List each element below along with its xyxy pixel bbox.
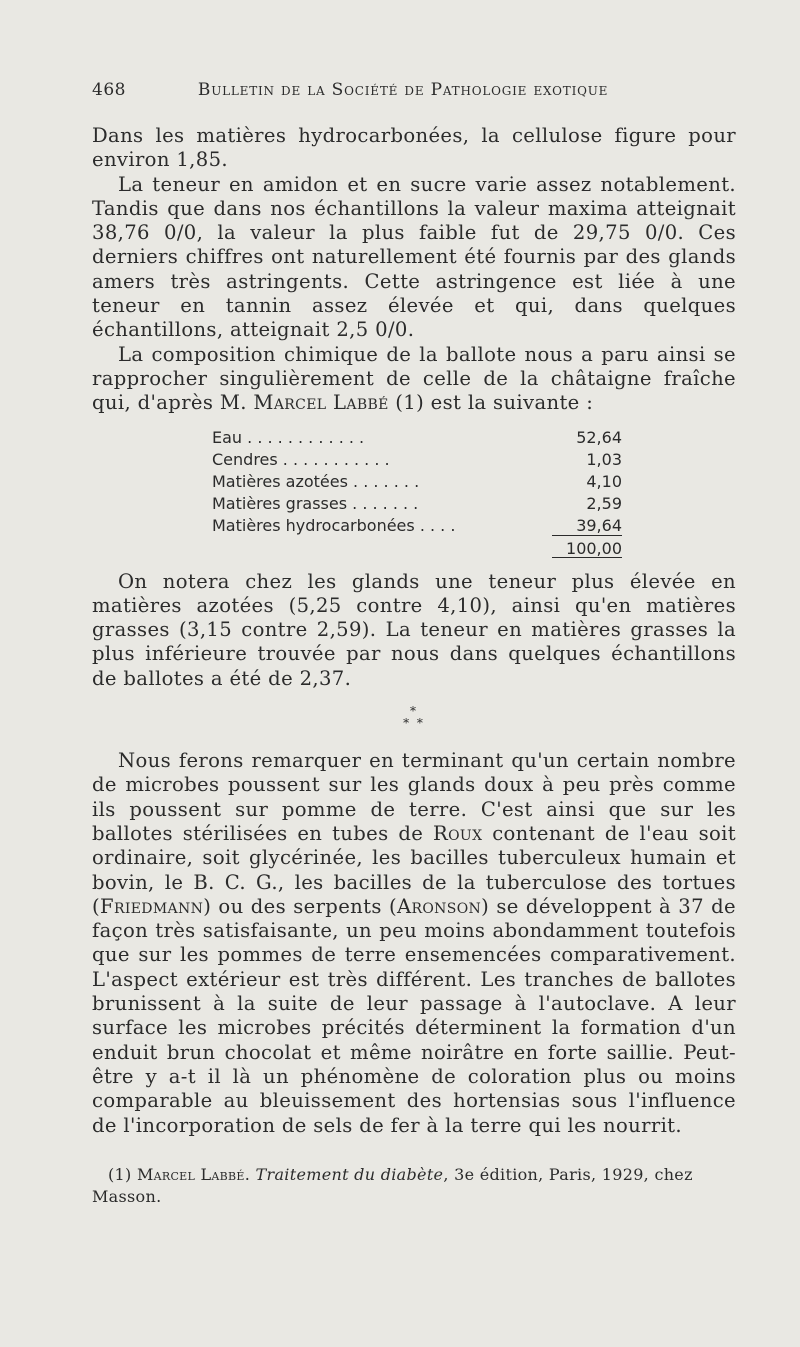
paragraph-composition-intro xyxy=(92,343,736,416)
table-row xyxy=(212,514,622,534)
table-total: 100,00 xyxy=(566,538,622,558)
footnote-text xyxy=(92,1164,736,1208)
book-title: Traitement du diabète xyxy=(255,1165,444,1184)
paragraph-microbes xyxy=(92,749,736,1138)
asterism-top: * xyxy=(410,704,418,719)
paragraph-comparison: On notera chez les glands une teneur plus élevée en matières azotées (5,25 contre 4,10), ainsi qu'en matières grasses (3,15 contre 2,59). La teneur en matières grasses la plus inférieure trouvée par nous dans quelques échantillons de ballotes a été de 2,37. xyxy=(92,569,736,690)
text-span: ) se développent à 37 de façon très satisfaisante, un peu moins abondamment toutefois que sur les pommes de terre ensemencées comparativement. L'aspect extérieur est très différent. Les tranches de ballotes brunissent à la suite de leur passage à l'autoclave. A leur surface les microbes précités déterminent la formation d'un enduit brun chocolat et même noirâtre en forte saillie. Peut-être y a-t il là un phénomène de coloration plus ou moins comparable au bleuissement des hortensias sous l'influence de l'incorporation de sels de fer à la terre qui les nourrit. xyxy=(92,894,736,1137)
author-name: Friedmann xyxy=(100,894,204,918)
paragraph-cellulose: Dans les matières hydrocarbonées, la cellulose figure pour environ 1,85. xyxy=(92,124,736,172)
text-span: contenant de l'eau soit ordinaire, soit glycérinée, les bacilles tuberculeux humain et bovin, le B. C. G., les bacilles de la tuberculose des tortues ( xyxy=(92,821,736,918)
author-name: Aronson xyxy=(396,894,482,918)
table-row xyxy=(212,492,622,512)
author-name: Marcel Labbé xyxy=(136,1165,245,1184)
footnote-marker: (1) xyxy=(108,1165,137,1184)
author-name: Roux xyxy=(432,821,483,845)
row-label: Matières hydrocarbonées . . . . xyxy=(212,515,456,535)
total-underline xyxy=(552,557,622,558)
table-row xyxy=(212,426,622,446)
text-span: (1) est la suivante : xyxy=(388,391,594,415)
text-span: . xyxy=(244,1165,256,1184)
asterism xyxy=(92,705,736,729)
row-value: 2,59 xyxy=(586,493,622,513)
text-span: , 3e édition, Paris, 1929, chez Masson. xyxy=(92,1165,693,1206)
table-row xyxy=(212,470,622,490)
row-value: 1,03 xyxy=(586,449,622,469)
main-text xyxy=(92,124,736,1138)
author-name: Marcel Labbé xyxy=(253,391,389,415)
page-number: 468 xyxy=(92,80,126,100)
row-value: 39,64 xyxy=(576,515,622,535)
row-label: Matières azotées . . . . . . . xyxy=(212,471,420,491)
row-label: Matières grasses . . . . . . . xyxy=(212,493,419,513)
footnote xyxy=(92,1164,736,1208)
text-span: La composition chimique de la ballote nous a paru ainsi se rapprocher singulièrement de celle de la châtaigne fraîche qui, d'après M. xyxy=(92,342,736,415)
sum-rule xyxy=(552,535,622,536)
asterism-bottom: * * xyxy=(403,716,425,731)
row-label: Eau . . . . . . . . . . . . xyxy=(212,427,365,447)
running-title: Bulletin de la Société de Pathologie exotique xyxy=(197,80,609,100)
text-span: ) ou des serpents ( xyxy=(203,894,397,918)
row-value: 52,64 xyxy=(576,427,622,447)
row-value: 4,10 xyxy=(586,471,622,491)
text-span: Nous ferons remarquer en terminant qu'un certain nombre de microbes poussent sur les glands doux à peu près comme ils poussent sur pomme de terre. C'est ainsi que sur les ballotes stérilisées en tubes de xyxy=(92,749,736,845)
composition-table xyxy=(92,422,736,562)
running-header xyxy=(92,80,652,100)
row-label: Cendres . . . . . . . . . . . xyxy=(212,449,390,469)
table-row xyxy=(212,448,622,468)
paragraph-starch-sugar: La teneur en amidon et en sucre varie assez notablement. Tandis que dans nos échantillons la valeur maxima atteignait 38,76 0/0, la valeur la plus faible fut de 29,75 0/0. Ces derniers chiffres ont naturellement été fournis par des glands amers très astringents. Cette astringence est liée à une teneur en tannin assez élevée et qui, dans quelques échantillons, atteignait 2,5 0/0. xyxy=(92,172,736,342)
